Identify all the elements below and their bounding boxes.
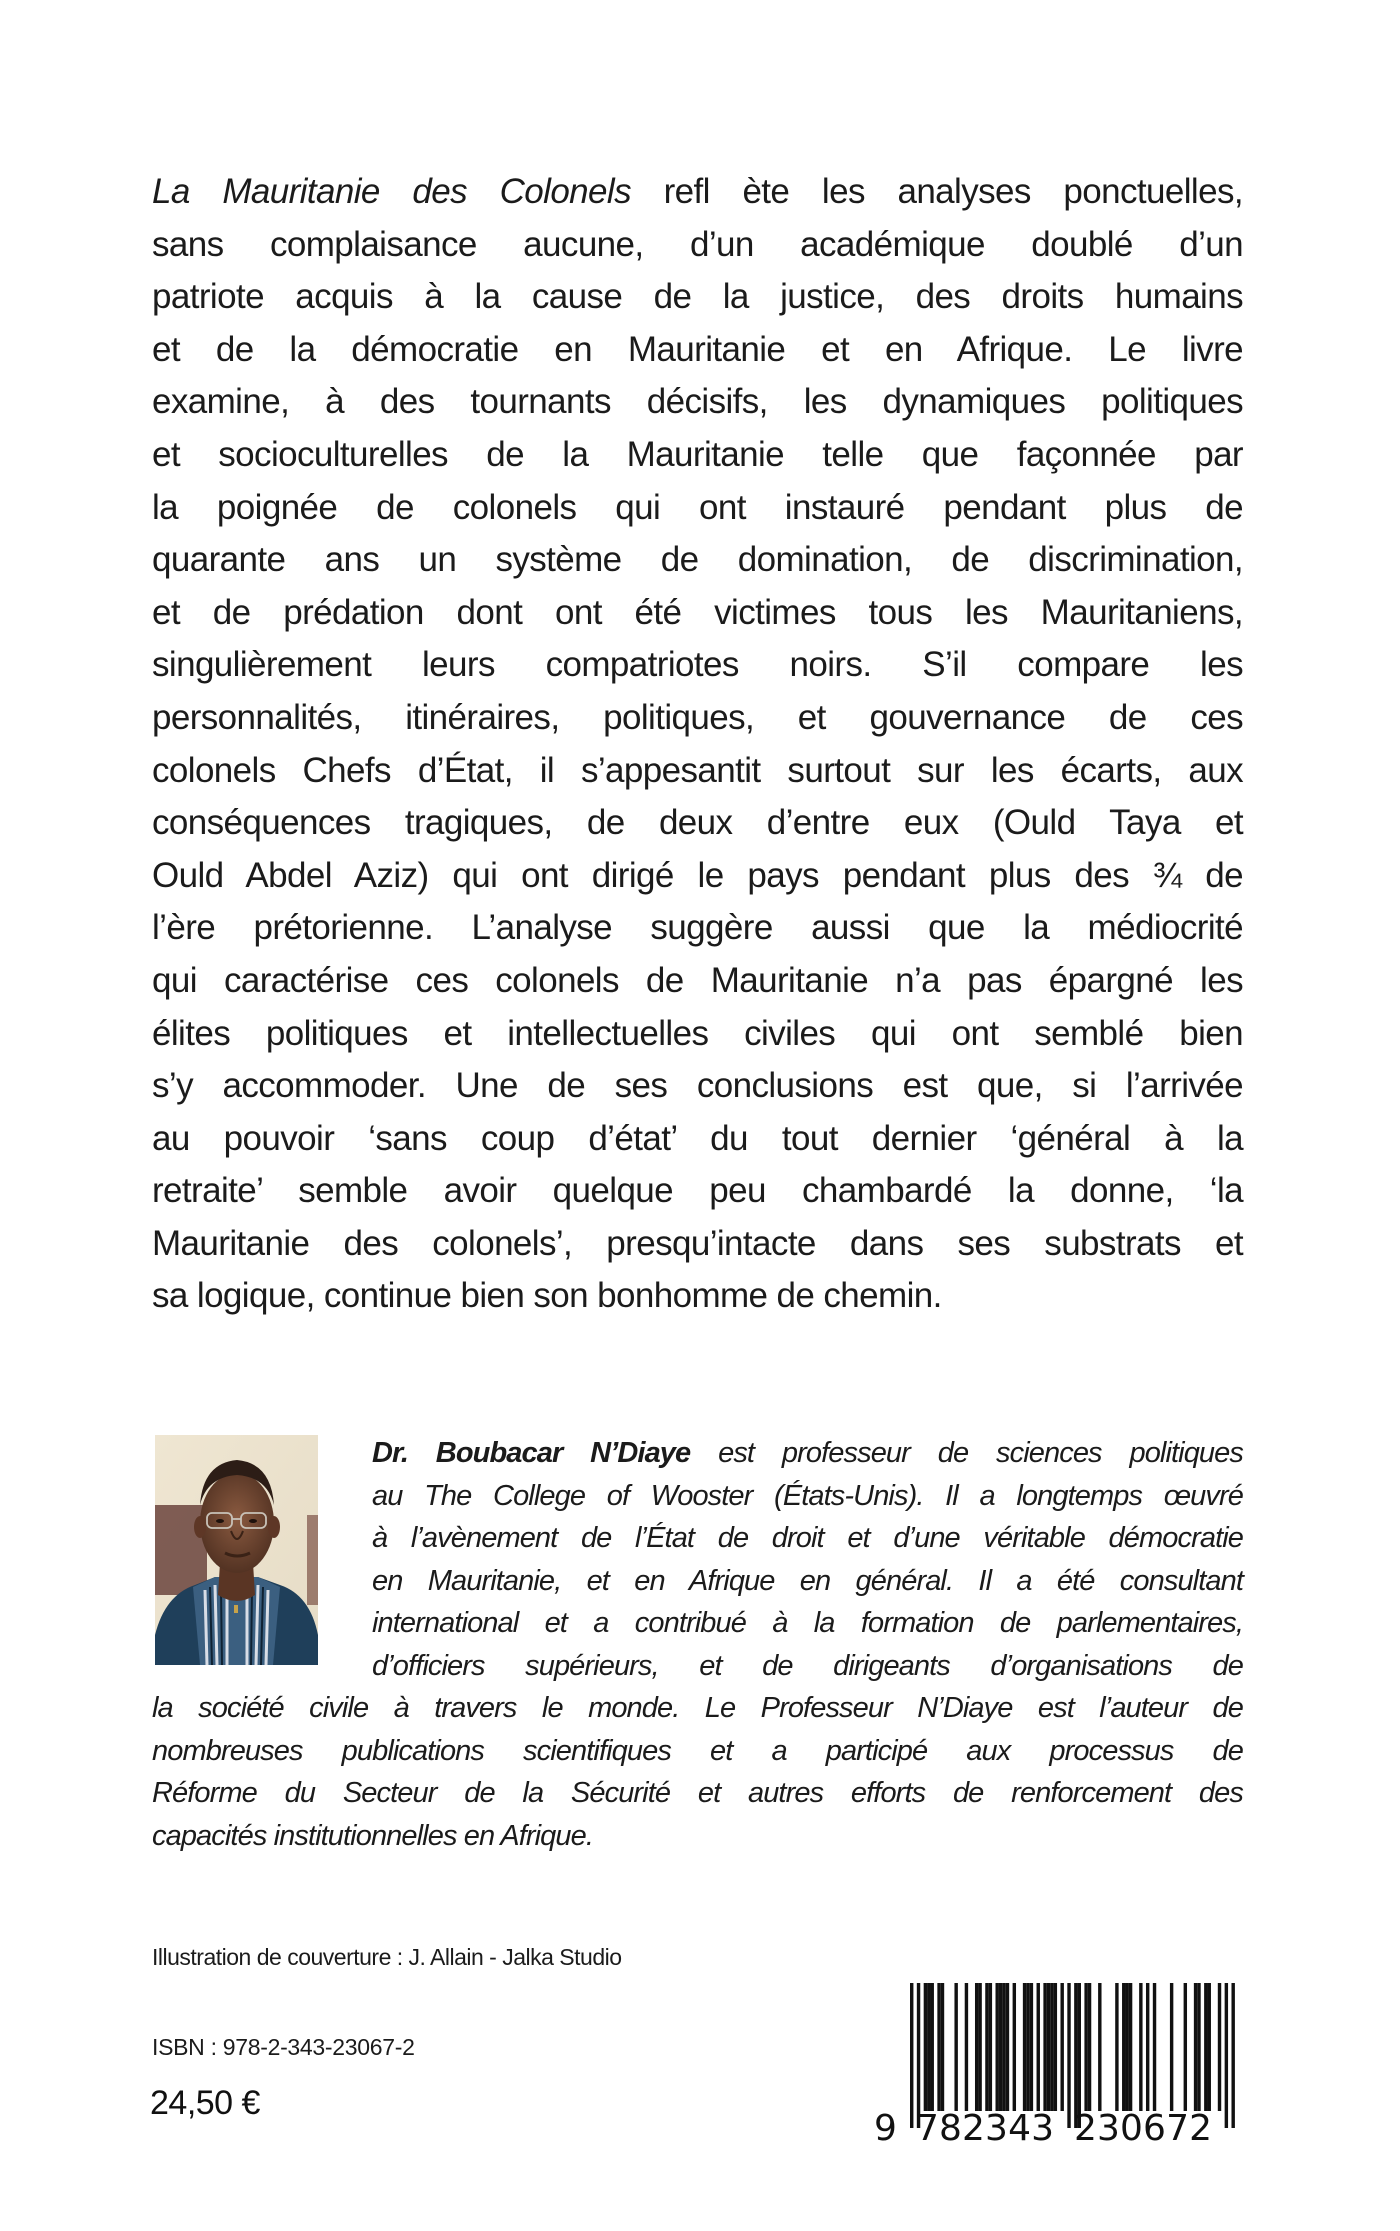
- barcode-first-digit: 9: [874, 2108, 897, 2149]
- blurb-line: l’ère prétorienne. L’analyse suggère aussi que la médiocrité: [152, 908, 1243, 948]
- blurb-line: patriote acquis à la cause de la justice, des droits humains: [152, 277, 1243, 317]
- ean13-barcode: [870, 1980, 1240, 2150]
- barcode-right-digits: 230672: [1074, 2108, 1212, 2149]
- blurb-line: qui caractérise ces colonels de Mauritanie n’a pas épargné les: [152, 960, 1243, 1000]
- author-bio: [152, 1432, 1243, 1857]
- blurb-line: sans complaisance aucune, d’un académique doublé d’un: [152, 224, 1243, 264]
- blurb-line: singulièrement leurs compatriotes noirs. S’il compare les: [152, 645, 1243, 685]
- barcode-icon: [870, 1980, 1240, 2150]
- book-blurb: [152, 166, 1243, 1323]
- blurb-line: retraite’ semble avoir quelque peu chambardé la donne, ‘la: [152, 1171, 1243, 1211]
- illustration-credit: Illustration de couverture : J. Allain - Jalka Studio: [152, 1944, 622, 1970]
- blurb-line: quarante ans un système de domination, de discrimination,: [152, 540, 1243, 580]
- blurb-line: examine, à des tournants décisifs, les dynamiques politiques: [152, 382, 1243, 422]
- bio-line: international et a contribué à la formation de parlementaires,: [372, 1607, 1243, 1639]
- bio-line: à l’avènement de l’État de droit et d’une véritable démocratie: [372, 1522, 1243, 1554]
- bio-line: en Mauritanie, et en Afrique en général. Il a été consultant: [372, 1564, 1243, 1597]
- bio-line: au The College of Wooster (États-Unis). Il a longtemps œuvré: [372, 1479, 1243, 1512]
- blurb-line: Mauritanie des colonels’, presqu’intacte dans ses substrats et: [152, 1223, 1243, 1263]
- blurb-line: conséquences tragiques, de deux d’entre eux (Ould Taya et: [152, 803, 1243, 843]
- blurb-line: sa logique, continue bien son bonhomme de chemin.: [152, 1276, 942, 1316]
- author-name: Dr. Boubacar N’Diaye: [372, 1437, 691, 1469]
- bio-line: la société civile à travers le monde. Le Professeur N’Diaye est l’auteur de: [152, 1692, 1243, 1724]
- blurb-line: et de la démocratie en Mauritanie et en Afrique. Le livre: [152, 329, 1243, 369]
- bio-line: d’officiers supérieurs, et de dirigeants d’organisations de: [372, 1649, 1243, 1682]
- bio-line: capacités institutionnelles en Afrique.: [152, 1819, 593, 1852]
- blurb-line: la poignée de colonels qui ont instauré pendant plus de: [152, 487, 1243, 527]
- book-title-italic: La Mauritanie des Colonels: [152, 172, 631, 211]
- blurb-line: s’y accommoder. Une de ses conclusions est que, si l’arrivée: [152, 1066, 1243, 1106]
- isbn-label: ISBN : 978-2-343-23067-2: [152, 2034, 415, 2060]
- price-label: 24,50 €: [150, 2084, 260, 2122]
- blurb-line: au pouvoir ‘sans coup d’état’ du tout dernier ‘général à la: [152, 1118, 1243, 1158]
- blurb-line: et socioculturelles de la Mauritanie telle que façonnée par: [152, 434, 1243, 474]
- bio-line: Dr. Boubacar N’Diaye est professeur de sciences politiques: [372, 1437, 1243, 1469]
- blurb-line: élites politiques et intellectuelles civiles qui ont semblé bien: [152, 1013, 1243, 1053]
- blurb-line: colonels Chefs d’État, il s’appesantit surtout sur les écarts, aux: [152, 750, 1243, 790]
- blurb-line: et de prédation dont ont été victimes tous les Mauritaniens,: [152, 592, 1243, 632]
- bio-line: nombreuses publications scientifiques et a participé aux processus de: [152, 1734, 1243, 1767]
- bio-line: Réforme du Secteur de la Sécurité et autres efforts de renforcement des: [152, 1777, 1243, 1809]
- blurb-line: personnalités, itinéraires, politiques, et gouvernance de ces: [152, 697, 1243, 737]
- blurb-line: Ould Abdel Aziz) qui ont dirigé le pays pendant plus des ¾ de: [152, 855, 1243, 895]
- barcode-left-digits: 782343: [916, 2108, 1054, 2149]
- blurb-line: La Mauritanie des Colonels refl ète les analyses ponctuelles,: [152, 172, 1243, 211]
